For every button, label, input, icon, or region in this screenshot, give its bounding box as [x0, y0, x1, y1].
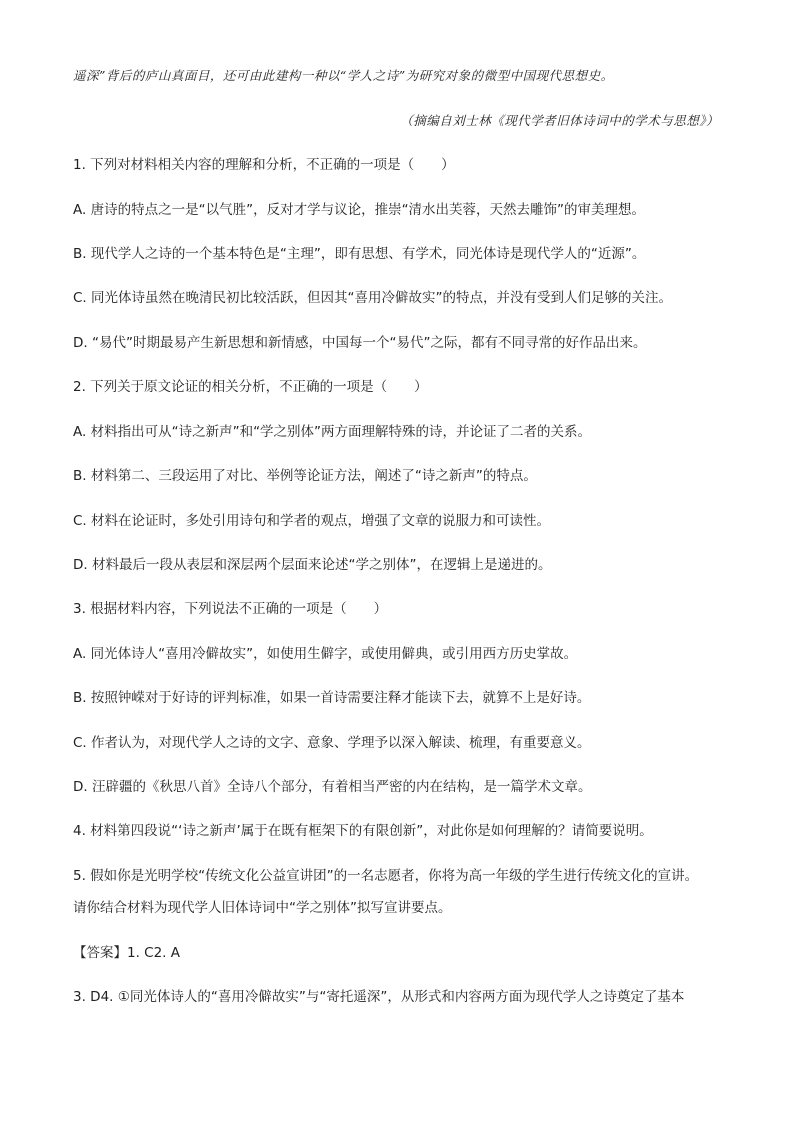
- question-2-option-b: B. 材料第二、三段运用了对比、举例等论证方法，阐述了“诗之新声”的特点。: [73, 468, 537, 484]
- question-3-option-b: B. 按照钟嵘对于好诗的评判标准，如果一首诗需要注释才能读下去，就算不上是好诗。: [73, 690, 591, 706]
- question-2-option-a: A. 材料指出可从“诗之新声”和“学之别体”两方面理解特殊的诗，并论证了二者的关系。: [73, 424, 592, 440]
- answer-label: 【答案】1. C2. A: [73, 945, 181, 961]
- question-2-option-d: D. 材料最后一段从表层和深层两个层面来论述“学之别体”，在逻辑上是递进的。: [73, 557, 552, 573]
- question-1-option-d: D. “易代”时期最易产生新思想和新情感，中国每一个“易代”之际，都有不同寻常的好作品出来。: [73, 335, 647, 351]
- question-3-stem: 3. 根据材料内容，下列说法不正确的一项是（ ）: [73, 601, 388, 617]
- question-2-stem: 2. 下列关于原文论证的相关分析，不正确的一项是（ ）: [73, 379, 428, 395]
- question-1-option-a: A. 唐诗的特点之一是“以气胜”，反对才学与议论，推崇“清水出芙蓉，天然去雕饰”的审美理想。: [73, 202, 646, 218]
- answer-line: 3. D4. ①同光体诗人的“喜用冷僻故实”与“寄托遥深”，从形式和内容两方面为现代学人之诗奠定了基本: [73, 989, 685, 1005]
- question-3-option-c: C. 作者认为，对现代学人之诗的文字、意象、学理予以深入解读、梳理，有重要意义。: [73, 735, 591, 751]
- question-2-option-c: C. 材料在论证时，多处引用诗句和学者的观点，增强了文章的说服力和可读性。: [73, 513, 551, 529]
- question-5-line-2: 请你结合材料为现代学人旧体诗词中“学之别体”拟写宣讲要点。: [73, 900, 452, 916]
- question-1-option-c: C. 同光体诗虽然在晚清民初比较活跃，但因其“喜用冷僻故实”的特点，并没有受到人们足够的关注。: [73, 290, 672, 306]
- question-4: 4. 材料第四段说“‘诗之新声’属于在既有框架下的有限创新”，对此你是如何理解的？请简要说明。: [73, 823, 653, 839]
- question-5-line-1: 5. 假如你是光明学校“传统文化公益宣讲团”的一名志愿者，你将为高一年级的学生进行传统文化的宣讲。: [73, 868, 699, 884]
- question-3-option-a: A. 同光体诗人“喜用冷僻故实”，如使用生僻字，或使用僻典，或引用西方历史掌故。: [73, 646, 578, 662]
- question-1-stem: 1. 下列对材料相关内容的理解和分析，不正确的一项是（ ）: [73, 157, 455, 173]
- question-1-option-b: B. 现代学人之诗的一个基本特色是“主理”，即有思想、有学术，同光体诗是现代学人的“近源”。: [73, 246, 646, 262]
- passage-tail-line: 遥深”背后的庐山真面目，还可由此建构一种以“学人之诗”为研究对象的微型中国现代思想史。: [73, 68, 614, 83]
- passage-source: （摘编自刘士林《现代学者旧体诗词中的学术与思想》）: [400, 113, 719, 128]
- question-3-option-d: D. 汪辟疆的《秋思八首》全诗八个部分，有着相当严密的内在结构，是一篇学术文章。: [73, 779, 592, 795]
